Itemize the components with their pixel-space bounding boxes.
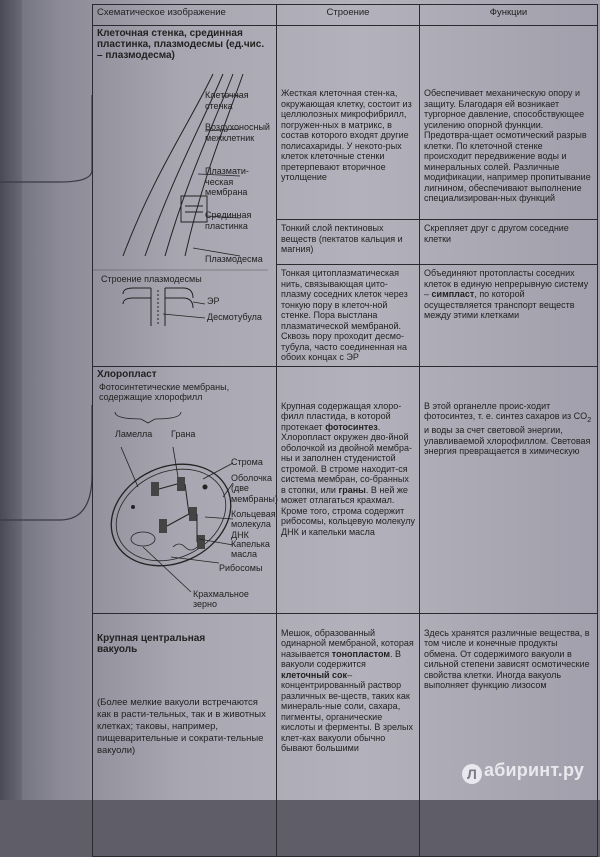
watermark: [462, 760, 584, 784]
cell-wall-title: Клеточная стенка, срединная пластинка, плазмодесмы (ед.чис. – плазмодесма): [97, 28, 265, 61]
co2-subscript: 2: [587, 414, 592, 424]
vacuole-row: [93, 613, 598, 856]
photosynthesis-term: фотосинтез: [325, 421, 378, 432]
label-lamella: Ламелла: [115, 428, 153, 439]
label-starch-grain: Крахмальное зерно: [193, 588, 249, 609]
label-ribosomes: Рибосомы: [219, 562, 263, 573]
vacuole-structure-c: –концентрированный раствор различных ве-ществ, таких как минераль-ные соли, сахара, пигменты, органические кислоты и ферменты. В зрелых клет-ках вакуоли обычно бывают большими: [281, 669, 413, 753]
tonoplast-term: тонопластом: [331, 648, 390, 659]
plasmodesma-function-b: , по которой осуществляется транспорт веществ между этими клетками: [424, 289, 575, 320]
symplast-term: симпласт: [431, 289, 475, 299]
vacuole-cell: [93, 613, 277, 856]
label-grana: Грана: [171, 428, 196, 439]
middle-lamella-structure: Тонкий слой пектиновых веществ (пектатов кальция и магния): [277, 220, 420, 265]
cell-wall-row: [93, 26, 598, 220]
chloroplast-row: [93, 366, 598, 613]
vacuole-structure-b: . В вакуоли содержится: [281, 648, 402, 669]
grana-term: граны: [338, 484, 366, 495]
label-stroma: Строма: [231, 456, 263, 467]
vacuole-structure: [277, 613, 420, 856]
vacuole-function: Здесь хранятся различные вещества, в том числе и конечные продукты обмена. От содержимого вакуоли в сильной степени зависят осмотические свойства клетки. Иногда вакуоль выполняет функцию лизосом: [420, 613, 598, 856]
label-envelope: Оболочка (две мембраны): [231, 472, 278, 504]
chloroplast-structure: [277, 366, 420, 613]
header-row: [93, 5, 598, 26]
chloroplast-function-a: В этой органелле проис-ходит фотосинтез, т. е. синтез сахаров из CO: [424, 400, 588, 421]
cell-sap-term: клеточный сок: [281, 669, 348, 680]
plasmodesma-structure: Тонкая цитоплазматическая нить, связывающая цито-плазму соседних клеток через тонкую пору в клеточ-ной стенке. Пора выстлана плазматической мембраной. Сквозь пору проходит десмо-тубула, часто соединенная на обоих концах с ЭР: [277, 265, 420, 367]
cell-wall-diagram-cell: [93, 26, 277, 367]
chloroplast-structure-a: Крупная содержащая хлоро-филл пластида, в которой протекает: [281, 400, 402, 432]
cell-wall-function: Обеспечивает механическую опору и защиту. Благодаря ей возникает тургорное давление, способствующее усилению опорной функции. Предотвра-щает осмотический разрыв клетки. По клеточной стенке происходит передвижение воды и минеральных солей. Различные модификации, например пропитывание лигнином, обеспечивают выполнение специализирован-ных функций: [420, 26, 598, 220]
vacuole-title: Крупная центральная вакуоль: [97, 632, 206, 655]
label-oil-droplet: Капелька масла: [231, 538, 270, 559]
label-middle-lamella: Срединная пластинка: [205, 210, 252, 231]
vacuole-note: (Более мелкие вакуоли встречаются как в расти-тельных, так и в животных клетках; таковы, например, пищеварительные и сократи-тельные вакуоли): [97, 696, 266, 756]
label-thylakoid-membranes: Фотосинтетические мембраны, содержащие хлорофилл: [99, 381, 230, 402]
chloroplast-structure-c: . В ней же может отлагаться крахмал. Кроме того, строма содержит рибосомы, кольцевую молекулу ДНК и капельки масла: [281, 484, 415, 537]
watermark-text: абиринт.ру: [484, 760, 585, 780]
label-desmotubule: Десмотубула: [207, 312, 262, 322]
chloroplast-title: Хлоропласт: [97, 368, 157, 380]
chloroplast-structure-b: . Хлоропласт окружен дво-йной оболочкой из двойной мембра-ны и заполнен студенистой стромой. В строме находит-ся система мембран, со-бранных в стопки, или: [281, 421, 412, 495]
label-plasmodesma: Плазмодесма: [205, 254, 263, 264]
watermark-logo: Л: [462, 764, 482, 784]
chloroplast-diagram-cell: [93, 366, 277, 613]
header-functions: Функции: [420, 5, 598, 26]
chloroplast-function: [420, 366, 598, 613]
label-plasma-membrane: Плазмати-ческая мембрана: [205, 166, 249, 197]
label-intercellular-space: Воздухоносный межклетник: [205, 122, 270, 143]
middle-lamella-function: Скрепляет друг с другом соседние клетки: [420, 220, 598, 265]
plasmodesma-structure-title: Строение плазмодесмы: [101, 274, 202, 284]
chloroplast-function-b: и воды за счет световой энергии, улавливаемой хлорофиллом. Световая энергия превращается в химическую: [424, 425, 591, 457]
vacuole-structure-a: Мешок, образованный одинарной мембраной, которая называется: [281, 627, 414, 659]
label-cell-wall: Клеточная стенка: [205, 90, 249, 111]
header-schematic: Схематическое изображение: [93, 5, 277, 26]
organelle-table: [92, 4, 598, 857]
header-structure: Строение: [277, 5, 420, 26]
cell-wall-structure: Жесткая клеточная стен-ка, окружающая клетку, состоит из целлюлозных микрофибрилл, погружен-ных в матрикс, в состав которого входят другие полисахариды. У некото-рых клеток клеточные стенки претерпевают вторичное утолщение: [277, 26, 420, 220]
label-er: ЭР: [207, 296, 220, 306]
plasmodesma-function: [420, 265, 598, 367]
label-circular-dna: Кольцевая молекула ДНК: [231, 508, 276, 540]
plasmodesma-function-a: Объединяют протопласты соседних клеток в единую непрерывную систему –: [424, 268, 589, 299]
